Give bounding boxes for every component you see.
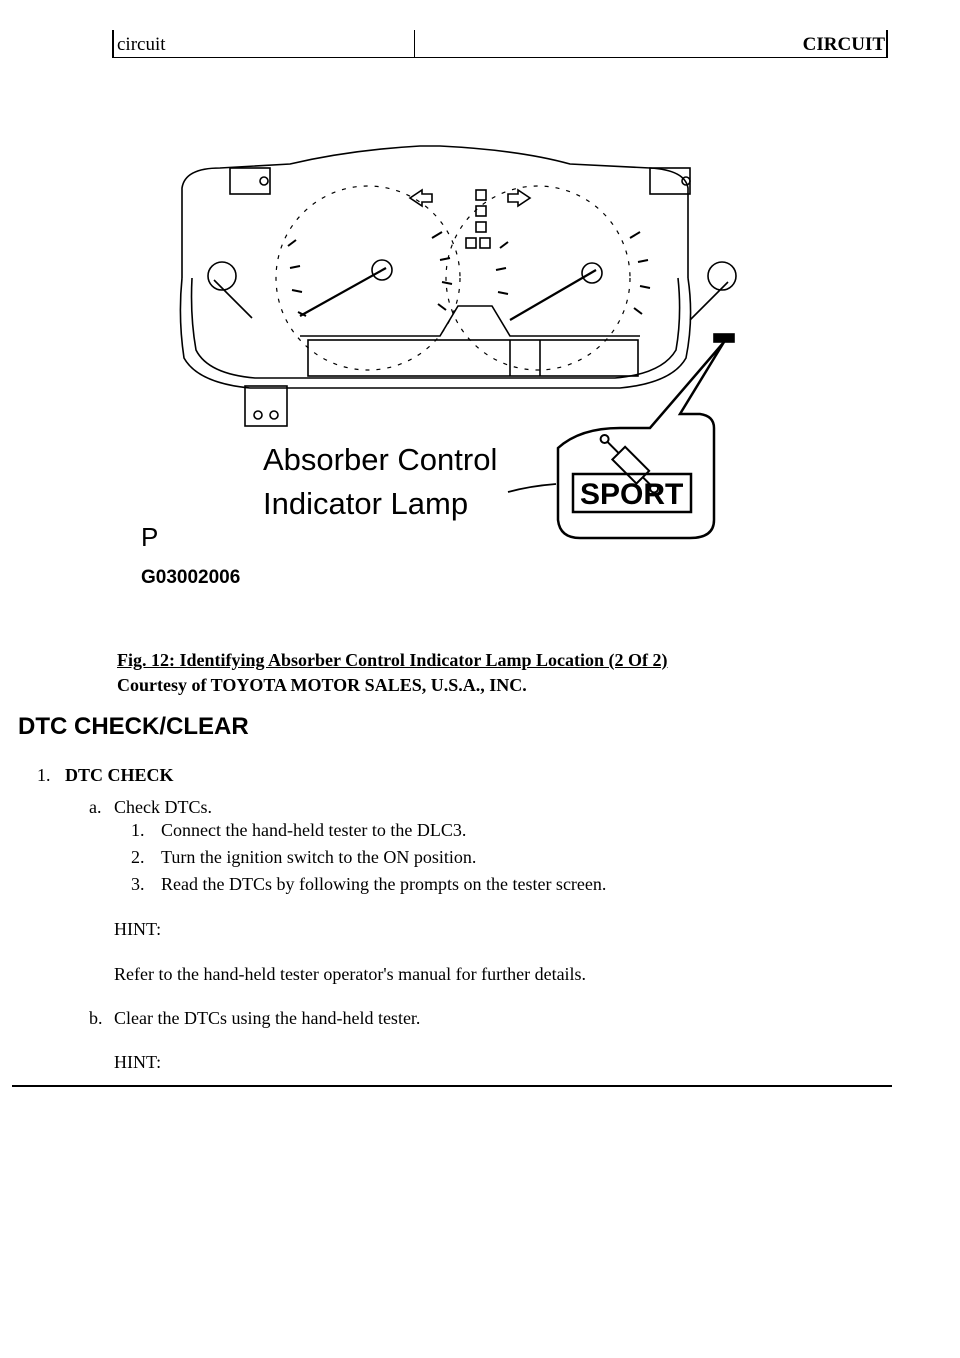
- sport-lamp-label: SPORT: [580, 478, 684, 511]
- instrument-cluster-figure: [110, 128, 750, 628]
- instrument-cluster-drawing: [110, 128, 750, 628]
- hint-text-a: Refer to the hand-held tester operator's manual for further details.: [114, 964, 587, 984]
- step-1-title: DTC CHECK: [65, 765, 174, 785]
- step-b-text: Clear the DTCs using the hand-held tester.: [114, 1008, 421, 1028]
- header-underline: [112, 57, 888, 58]
- hint-label-a: HINT:: [114, 919, 162, 939]
- step-a-label: a.: [89, 797, 102, 817]
- section-title: DTC CHECK/CLEAR: [18, 713, 249, 740]
- header-right-rule: [886, 30, 888, 58]
- header-right-text: CIRCUIT: [802, 34, 885, 55]
- header-left-rule: [112, 30, 114, 58]
- callout-label-line1: Absorber Control: [263, 442, 498, 477]
- header-mid-rule: [414, 30, 415, 58]
- view-letter: P: [141, 522, 159, 552]
- substep-3-number: 3.: [131, 874, 145, 894]
- step-b-label: b.: [89, 1008, 103, 1028]
- substep-1-number: 1.: [131, 820, 145, 840]
- step-1-number: 1.: [37, 765, 51, 785]
- substep-3-text: Read the DTCs by following the prompts on the tester screen.: [161, 874, 607, 894]
- hint-label-b: HINT:: [114, 1052, 162, 1072]
- header-left-text: circuit: [117, 34, 166, 55]
- figure-code: G03002006: [141, 567, 241, 588]
- callout-label-line2: Indicator Lamp: [263, 486, 469, 521]
- step-a-text: Check DTCs.: [114, 797, 212, 817]
- footer-rule: [12, 1085, 892, 1087]
- figure-courtesy: Courtesy of TOYOTA MOTOR SALES, U.S.A., INC.: [117, 675, 527, 695]
- substep-2-number: 2.: [131, 847, 145, 867]
- substep-1-text: Connect the hand-held tester to the DLC3.: [161, 820, 467, 840]
- figure-caption: Fig. 12: Identifying Absorber Control Indicator Lamp Location (2 Of 2): [117, 650, 668, 670]
- substep-2-text: Turn the ignition switch to the ON position.: [161, 847, 477, 867]
